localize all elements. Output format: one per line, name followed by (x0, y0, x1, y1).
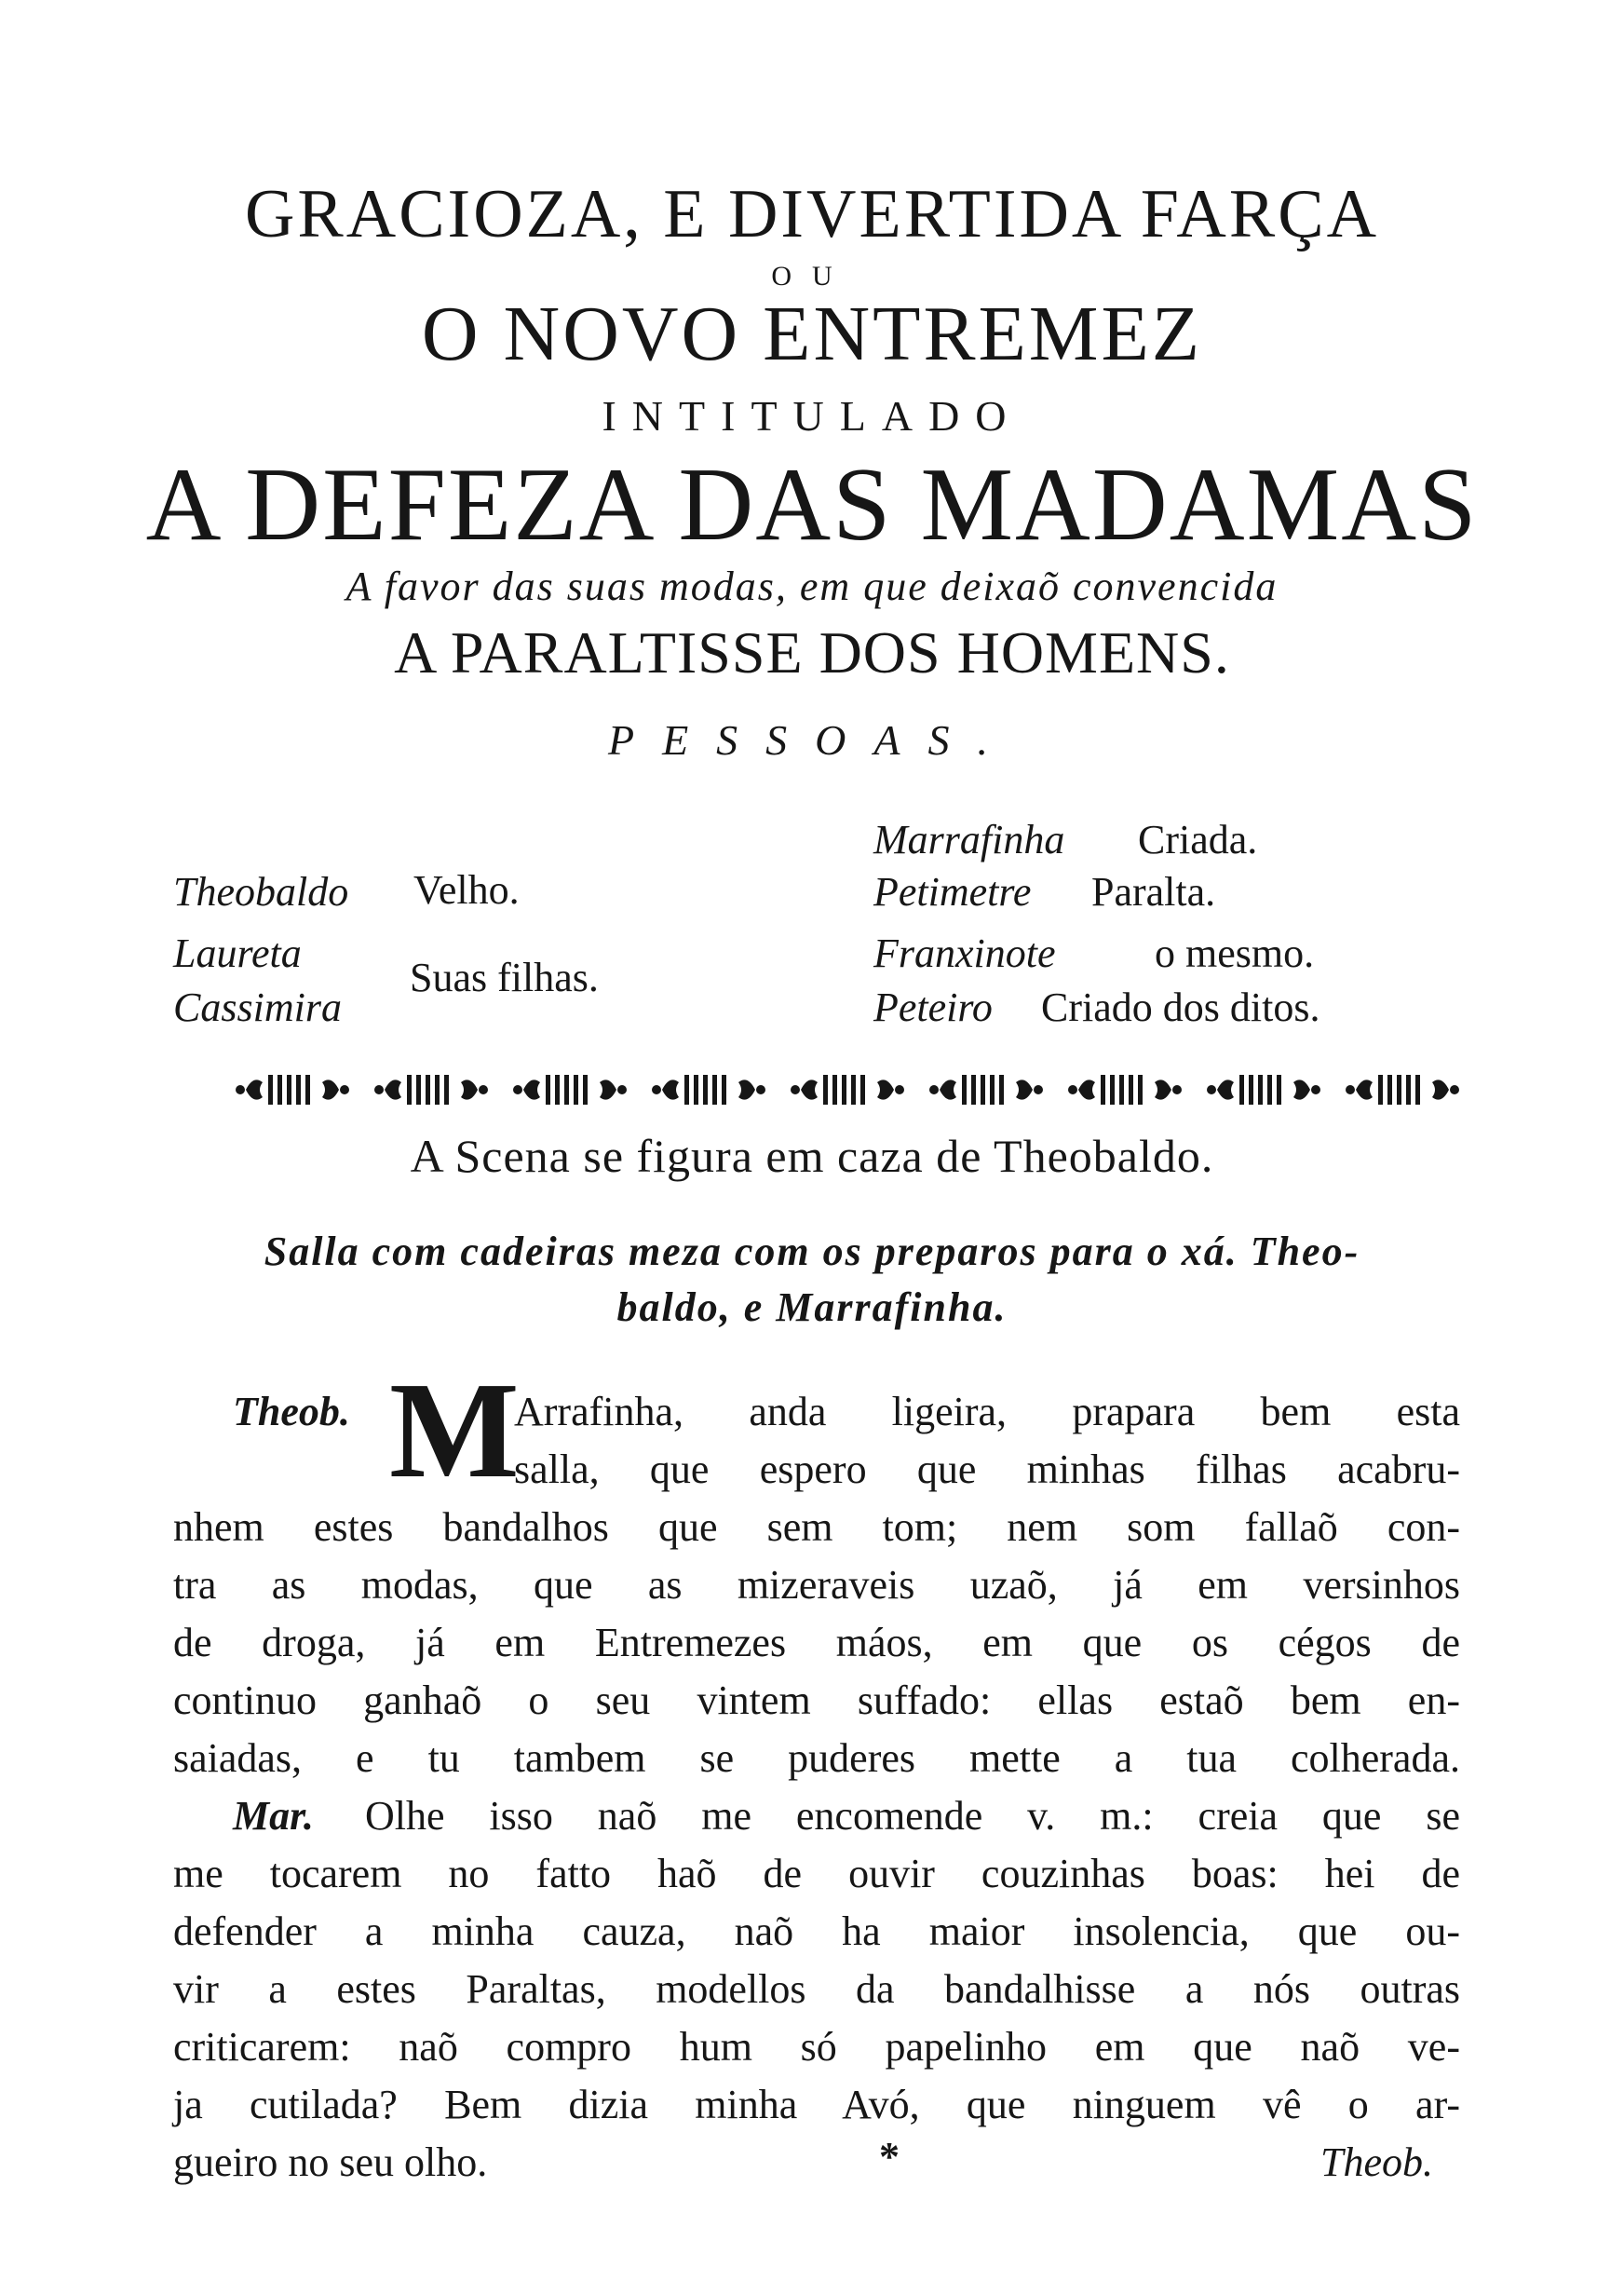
stage-direction-line-1: Salla com cadeiras meza com os preparos para o xá. Theo- (264, 1229, 1360, 1274)
text-line: nhem estes bandalhos que sem tom; nem som fallaõ con- (173, 1504, 1460, 1550)
text-line: tra as modas, que as mizeraveis uzaõ, já em versinhos (173, 1562, 1460, 1608)
drop-cap: M (389, 1354, 520, 1507)
title-intitulado: INTITULADO (602, 392, 1022, 440)
ornament-unit (510, 1069, 629, 1110)
text-line: defender a minha cauza, naõ ha maior insolencia, que ou- (173, 1908, 1460, 1954)
title-line-2: O NOVO ENTREMEZ (421, 291, 1203, 377)
ornament-unit (788, 1069, 907, 1110)
text-line: Arrafinha, anda ligeira, prapara bem esta (514, 1389, 1460, 1434)
cast-name: Franxinote (873, 930, 1056, 976)
title-ou: OU (771, 261, 853, 292)
cast-role: Criado dos ditos. (1041, 985, 1320, 1030)
cast-name: Peteiro (873, 985, 993, 1030)
title-line-3: A DEFEZA DAS MADAMAS (145, 447, 1479, 563)
ornament-unit (927, 1069, 1046, 1110)
ornament-divider (233, 1069, 1462, 1110)
speaker-label: Theob. (233, 1389, 350, 1434)
cast-name: Laureta (173, 930, 302, 976)
signature-mark: * (879, 2134, 900, 2180)
cast-role-sisters: Suas filhas. (410, 955, 599, 1000)
ornament-unit (233, 1069, 352, 1110)
cast-name: Theobaldo (173, 869, 349, 915)
cast-role: Velho. (413, 867, 520, 913)
cast-role: Paralta. (1091, 869, 1216, 915)
scene-description: A Scena se figura em caza de Theobaldo. (410, 1130, 1214, 1182)
catchword: Theob. (1320, 2139, 1433, 2185)
text-line: saiadas, e tu tambem se puderes mette a tua colherada. (173, 1735, 1460, 1781)
text-line: criticarem: naõ compro hum só papelinho em que naõ ve- (173, 2024, 1460, 2070)
speaker-label: Mar. (233, 1793, 314, 1839)
text-line: gueiro no seu olho. (173, 2139, 488, 2185)
text-line: vir a estes Paraltas, modellos da bandalhisse a nós outras (173, 1966, 1460, 2012)
ornament-unit (1065, 1069, 1184, 1110)
text-line: me tocarem no fatto haõ de ouvir couzinhas boas: hei de (173, 1851, 1460, 1896)
text-line: salla, que espero que minhas filhas acabru- (514, 1446, 1460, 1492)
cast-role: Criada. (1138, 817, 1258, 862)
stage-direction-line-2: baldo, e Marrafinha. (616, 1284, 1008, 1330)
cast-name: Petimetre (873, 869, 1032, 915)
text-line: ja cutilada? Bem dizia minha Avó, que ninguem vê o ar- (173, 2082, 1460, 2127)
title-line-1: GRACIOZA, E DIVERTIDA FARÇA (244, 176, 1380, 252)
cast-role: o mesmo. (1155, 930, 1315, 976)
cast-name: Marrafinha (873, 817, 1065, 862)
text-line: continuo ganhaõ o seu vintem suffado: ellas estaõ bem en- (173, 1677, 1460, 1723)
text-line: de droga, já em Entremezes máos, em que os cégos de (173, 1620, 1460, 1665)
title-line-4: A PARALTISSE DOS HOMENS. (394, 619, 1230, 686)
ornament-unit (372, 1069, 491, 1110)
ornament-unit (649, 1069, 768, 1110)
subtitle: A favor das suas modas, em que deixaõ convencida (345, 564, 1279, 609)
text-line: Olhe isso naõ me encomende v. m.: creia que se (365, 1793, 1460, 1839)
ornament-unit (1343, 1069, 1462, 1110)
pessoas-heading: PESSOAS. (607, 716, 1016, 764)
cast-name: Cassimira (173, 985, 342, 1030)
ornament-unit (1204, 1069, 1323, 1110)
